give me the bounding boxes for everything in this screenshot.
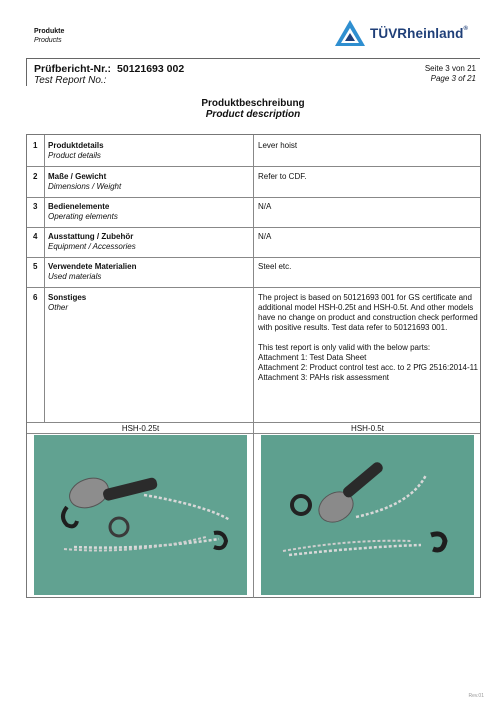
section-title-en: Product description [205,109,301,120]
validity-line: This test report is only valid with the below parts: [258,343,431,352]
row-divider [27,197,480,198]
row-number: 6 [33,293,38,302]
column-divider [44,135,45,422]
row-divider [27,287,480,288]
row-value: Refer to CDF. [258,172,307,181]
tuv-rheinland-logo [334,19,484,47]
row-number: 1 [33,141,38,150]
row-divider [27,166,480,167]
report-number-box [26,58,480,86]
other-paragraph: The project is based on 50121693 001 for GS certificate and additional model HSH-0.25t and HSH-0.5t. And other models have no change on product and construction check performed with positive results. Test data refer to 50121693 001. [258,293,478,332]
report-label-en: Test Report No.: [34,75,107,86]
category-de: Produkte [34,28,65,35]
row-value: N/A [258,202,272,211]
section-title-de: Produktbeschreibung [201,98,305,109]
logo-wordmark [370,26,468,41]
row-label [48,172,121,192]
row-value-other [258,293,478,383]
logo-registered-mark: ® [463,26,468,32]
row-value: Steel etc. [258,262,292,271]
row-label [48,232,136,252]
row-label [48,262,136,282]
row-label [48,141,104,161]
row-label-de: Ausstattung / Zubehör [48,232,134,241]
row-label-en: Dimensions / Weight [48,182,122,191]
revision-label: Rev.01 [468,693,484,699]
row-label-en: Used materials [48,272,102,281]
row-divider [27,227,480,228]
row-label [48,293,86,313]
section-title [26,98,480,120]
product-photo-hsh-025t [34,435,247,595]
row-number: 5 [33,262,38,271]
attachment-line: Attachment 1: Test Data Sheet [258,353,367,362]
report-number: 50121693 002 [117,63,185,75]
row-number: 4 [33,232,38,241]
image-caption: HSH-0.5t [351,424,384,433]
attachment-line: Attachment 3: PAHs risk assessment [258,373,390,382]
image-caption: HSH-0.25t [121,424,160,433]
header-category [34,27,64,45]
product-description-table [26,134,481,598]
attachment-line: Attachment 2: Product control test acc. to 2 PfG 2516:2014-11 [258,363,478,372]
row-value: N/A [258,232,272,241]
row-divider [27,422,480,423]
column-divider [253,135,254,598]
logo-text: TÜVRheinland [370,26,464,41]
row-divider [27,433,480,434]
page-indicator [425,64,476,84]
row-label-de: Maße / Gewicht [48,172,107,181]
row-label-en: Operating elements [48,212,118,221]
row-number: 2 [33,172,38,181]
row-label-de: Bedienelemente [48,202,110,211]
row-label [48,202,118,222]
category-en: Products [34,37,62,44]
triangle-logo-icon [334,19,366,47]
row-label-de: Verwendete Materialien [48,262,137,271]
product-photo-hsh-05t [261,435,474,595]
row-label-de: Sonstiges [48,293,87,302]
row-label-en: Equipment / Accessories [48,242,136,251]
row-number: 3 [33,202,38,211]
row-label-en: Product details [48,151,101,160]
row-divider [27,257,480,258]
row-label-de: Produktdetails [48,141,104,150]
page-de: Seite 3 von 21 [424,64,476,73]
page-en: Page 3 of 21 [430,74,476,83]
report-number-line [34,63,184,75]
report-label-de: Prüfbericht-Nr.: [34,63,112,75]
row-value: Lever hoist [258,141,298,150]
row-label-en: Other [48,303,69,312]
